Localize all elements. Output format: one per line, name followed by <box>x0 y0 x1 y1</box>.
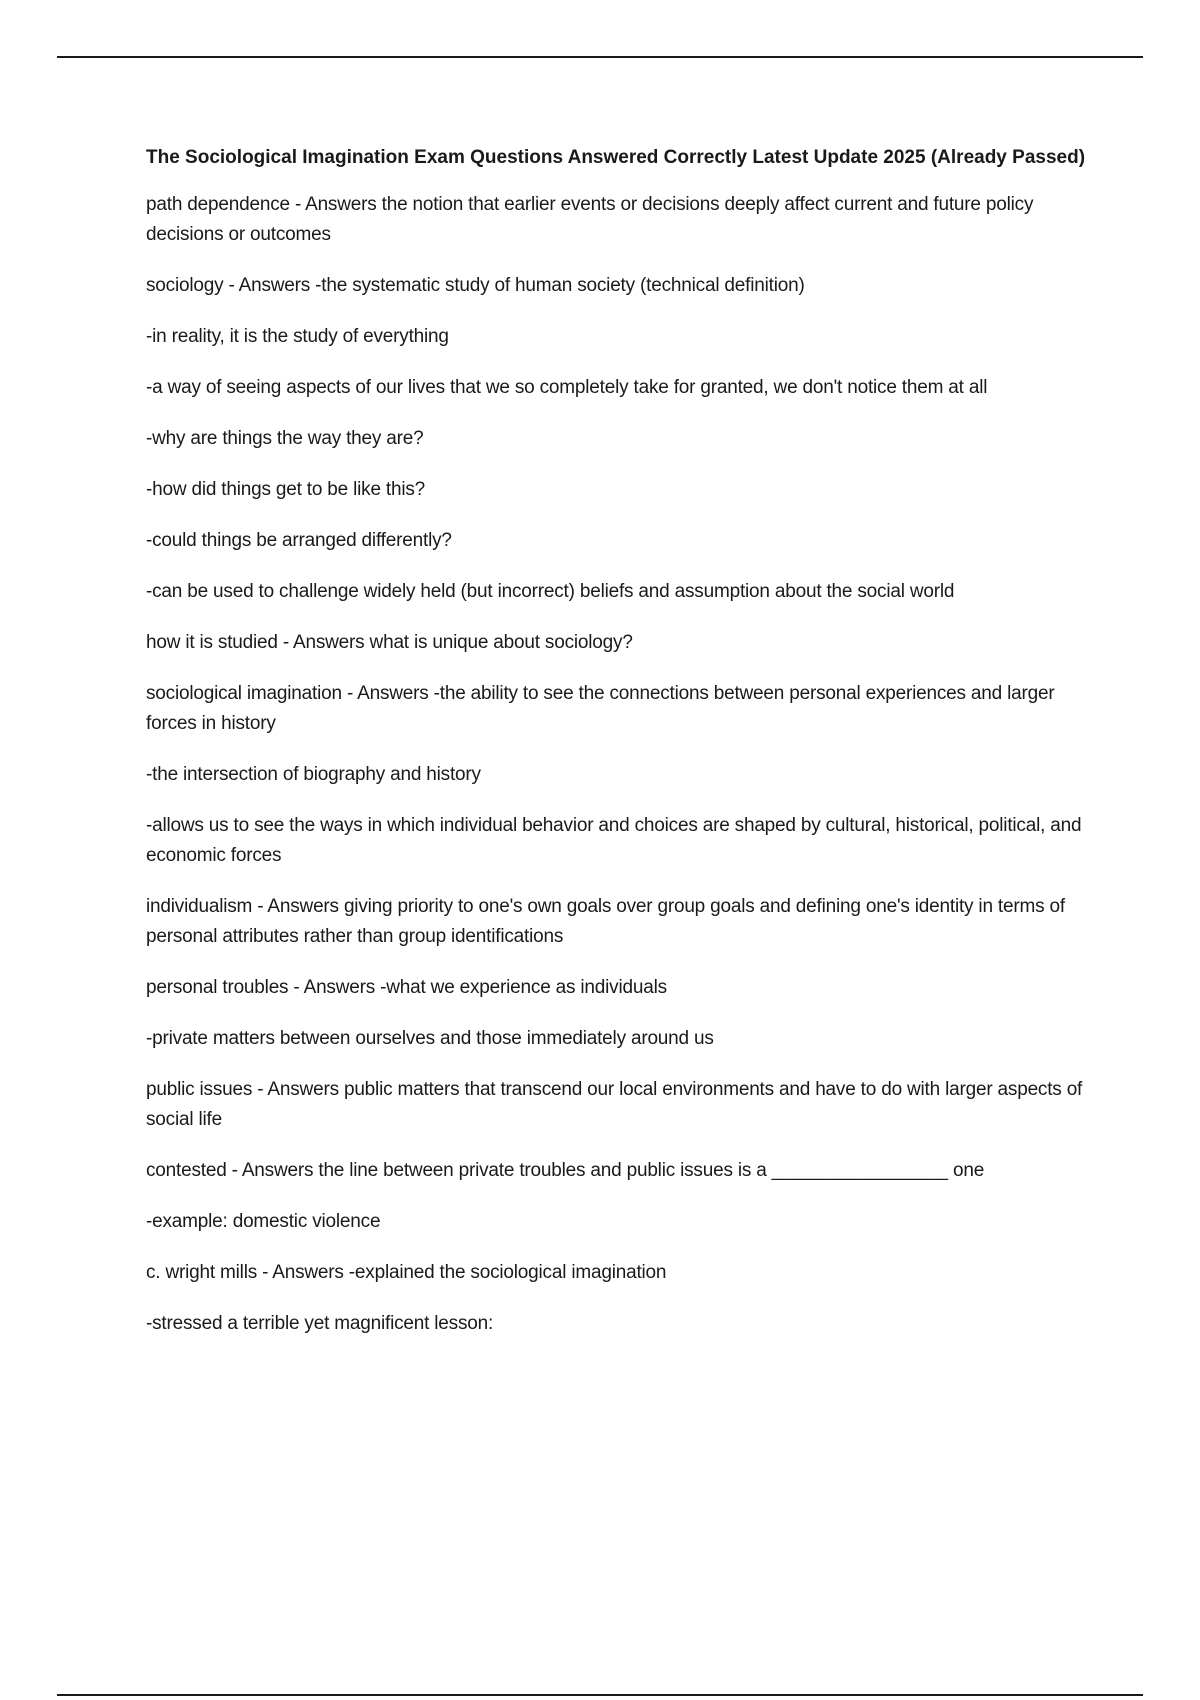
paragraph-challenge-beliefs: -can be used to challenge widely held (but incorrect) beliefs and assumption about the social world <box>146 581 955 602</box>
paragraph-public-issues: public issues - Answers public matters that transcend our local environments and have to do with larger aspects of social life <box>146 1079 1083 1130</box>
paragraph-way-of-seeing: -a way of seeing aspects of our lives that we so completely take for granted, we don't notice them at all <box>146 377 988 398</box>
paragraph-path-dependence: path dependence - Answers the notion that earlier events or decisions deeply affect current and future policy decisions or outcomes <box>146 194 1034 245</box>
paragraph-allows-us: -allows us to see the ways in which individual behavior and choices are shaped by cultural, historical, political, and economic forces <box>146 815 1082 866</box>
paragraph-why-things: -why are things the way they are? <box>146 428 424 449</box>
paragraph-stressed-lesson: -stressed a terrible yet magnificent lesson: <box>146 1313 494 1334</box>
document-body <box>146 142 1096 1360</box>
paragraph-how-things: -how did things get to be like this? <box>146 479 426 500</box>
paragraph-individualism: individualism - Answers giving priority to one's own goals over group goals and defining one's identity in terms of personal attributes rather than group identifications <box>146 896 1065 947</box>
document-title: The Sociological Imagination Exam Questions Answered Correctly Latest Update 2025 (Already Passed) <box>146 147 1086 168</box>
paragraph-c-wright-mills: c. wright mills - Answers -explained the sociological imagination <box>146 1262 667 1283</box>
paragraph-sociological-imagination: sociological imagination - Answers -the ability to see the connections between personal experiences and larger forces in history <box>146 683 1055 734</box>
paragraph-contested: contested - Answers the line between private troubles and public issues is a _________________ one <box>146 1160 985 1181</box>
paragraph-personal-troubles: personal troubles - Answers -what we experience as individuals <box>146 977 667 998</box>
paragraph-sociology: sociology - Answers -the systematic study of human society (technical definition) <box>146 275 805 296</box>
paragraph-example: -example: domestic violence <box>146 1211 381 1232</box>
paragraph-arranged-differently: -could things be arranged differently? <box>146 530 452 551</box>
footer-divider <box>57 1694 1143 1696</box>
paragraph-in-reality: -in reality, it is the study of everything <box>146 326 449 347</box>
header-divider <box>57 56 1143 58</box>
paragraph-biography-history: -the intersection of biography and history <box>146 764 481 785</box>
paragraph-private-matters: -private matters between ourselves and those immediately around us <box>146 1028 714 1049</box>
paragraph-how-studied: how it is studied - Answers what is unique about sociology? <box>146 632 633 653</box>
